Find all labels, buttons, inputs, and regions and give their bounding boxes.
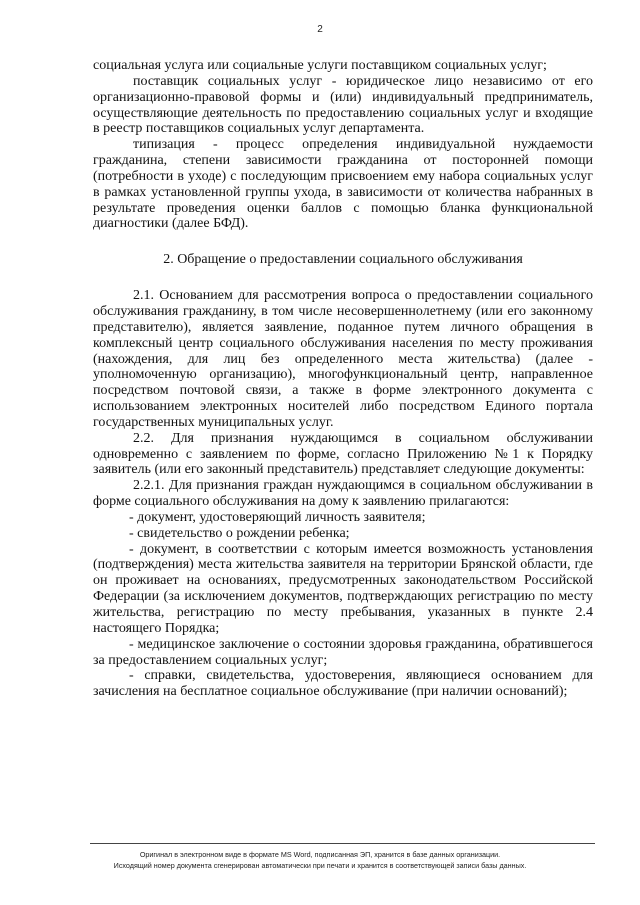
list-item: - справки, свидетельства, удостоверения, являющиеся основанием для зачисления на бесплатное социальное обслуживание (при наличии оснований); <box>93 668 593 700</box>
document-body <box>93 58 593 700</box>
clause-2-1: 2.1. Основанием для рассмотрения вопроса о предоставлении социального обслуживания гражданину, в том числе несовершеннолетнему (или его законному представителю), является заявление, поданное путем личного обращения в комплексный центр социального обслуживания населения по месту проживания (нахождения, для лиц без определенного места жительства) (далее - уполномоченную организацию), многофункциональный центр, направленное посредством почтовой связи, а также в форме электронного документа с использованием электронных носителей либо посредством Единого портала государственных муниципальных услуг. <box>93 288 593 430</box>
clause-2-2: 2.2. Для признания нуждающимся в социальном обслуживании одновременно с заявлением по форме, согласно Приложению №1 к Порядку заявитель (или его законный представитель) представляет следующие документы: <box>93 430 593 478</box>
paragraph: поставщик социальных услуг - юридическое лицо независимо от его организационно-правовой формы и (или) индивидуальный предприниматель, осуществляющие деятельность по предоставлению социальных услуг и входящие в реестр поставщиков социальных услуг департамента. <box>93 73 593 137</box>
page-number: 2 <box>317 24 323 35</box>
section-heading: 2. Обращение о предоставлении социального обслуживания <box>163 252 523 268</box>
list-item: - документ, удостоверяющий личность заявителя; <box>129 509 426 525</box>
footer-line-1: Оригинал в электронном виде в формате MS Word, подписанная ЭП, хранится в базе данных организации. <box>139 850 501 859</box>
list-item: - документ, в соответствии с которым имеется возможность установления (подтверждения) места жительства заявителя на территории Брянской области, где он проживает на основаниях, предусмотренных законодательством Российской Федерации (за исключением документов, подтверждающих регистрацию по месту жительства, регистрацию по месту пребывания, указанных в пункте 2.4 настоящего Порядка; <box>93 541 593 636</box>
paragraph: типизация - процесс определения индивидуальной нуждаемости гражданина, степени зависимости гражданина от посторонней помощи (потребности в уходе) с последующим присвоением ему набора социальных услуг в рамках установленной группы ухода, в зависимости от количества набранных в результате проведения оценки баллов с помощью бланка функциональной диагностики (далее БФД). <box>93 137 593 232</box>
footer <box>0 849 640 871</box>
clause-2-2-1: 2.2.1. Для признания граждан нуждающимся в социальном обслуживании в форме социального обслуживания на дому к заявлению прилагаются: <box>93 478 593 510</box>
list-item: - свидетельство о рождении ребенка; <box>129 525 350 541</box>
list-item: - медицинское заключение о состоянии здоровья гражданина, обратившегося за предоставлением социальных услуг; <box>93 636 593 668</box>
footer-line-2: Исходящий номер документа сгенерирован автоматически при печати и хранится в соответствующей записи базы данных. <box>113 861 527 870</box>
paragraph: социальная услуга или социальные услуги поставщиком социальных услуг; <box>93 58 547 73</box>
footer-divider <box>90 843 595 844</box>
